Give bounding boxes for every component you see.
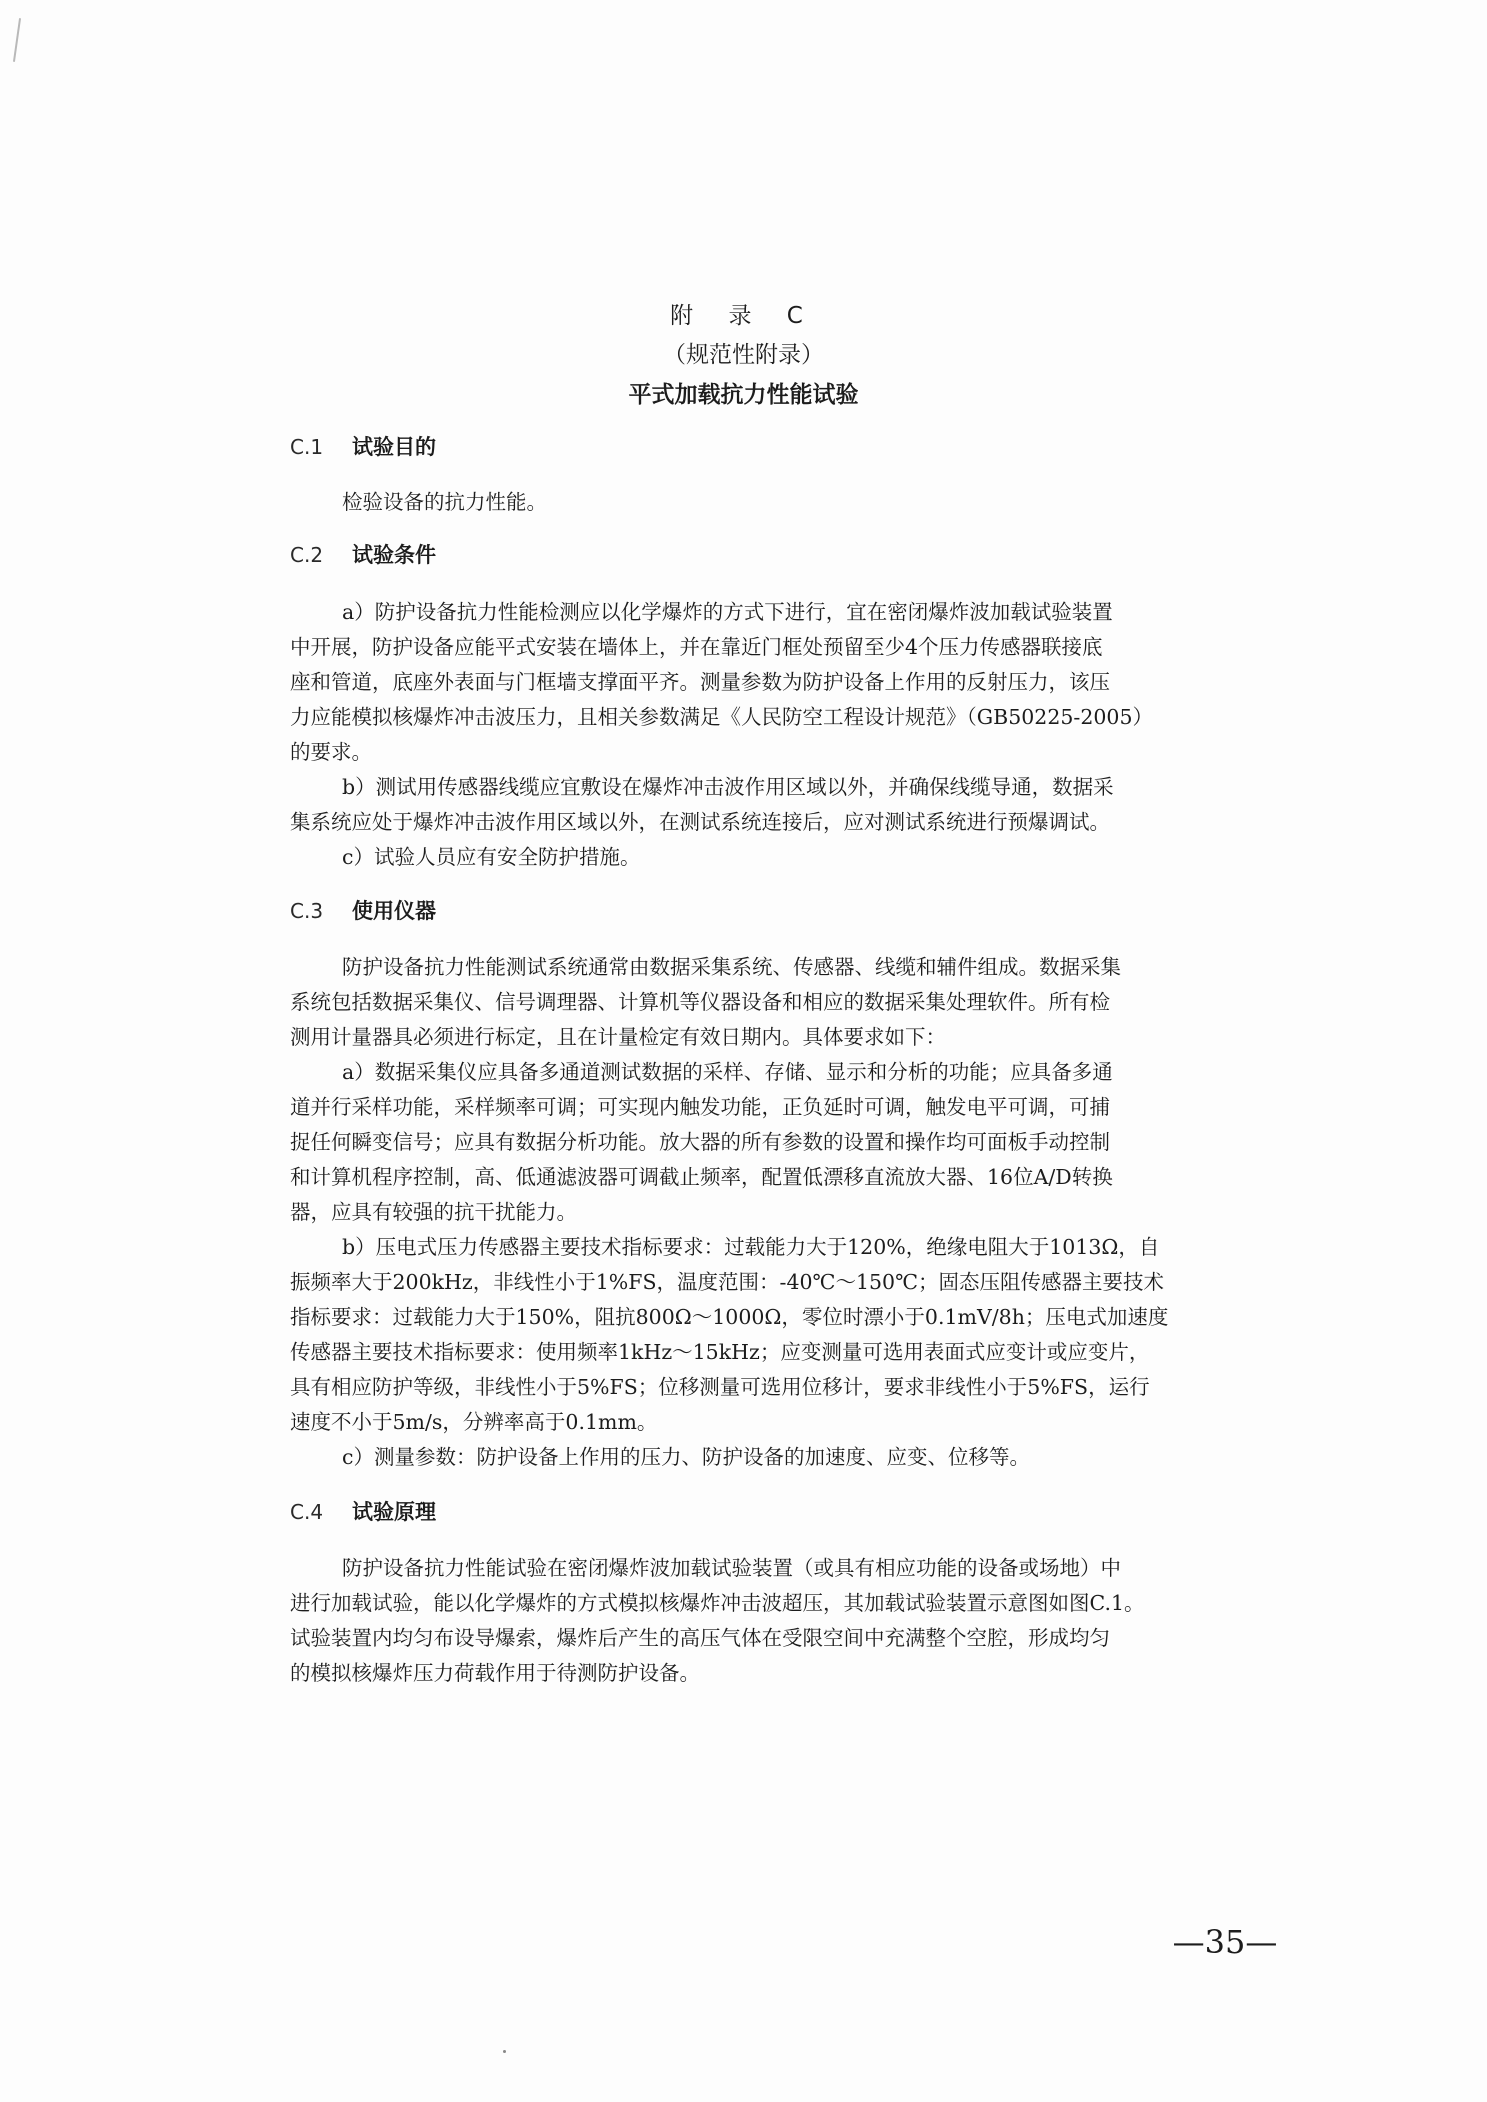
paragraph-line: a）防护设备抗力性能检测应以化学爆炸的方式下进行，宜在密闭爆炸波加载试验装置 [342,600,1113,624]
appendix-label: 附 录 C [670,303,817,329]
paragraph-line: 检验设备的抗力性能。 [342,490,547,514]
paragraph-line: 传感器主要技术指标要求：使用频率1kHz～15kHz；应变测量可选用表面式应变计或应变片， [290,1340,1150,1364]
section-heading-c4 [290,1498,436,1526]
section-title: 试验目的 [352,435,436,459]
appendix-type: （规范性附录） [663,342,824,368]
paragraph-line: 具有相应防护等级，非线性小于5%FS；位移测量可选用位移计，要求非线性小于5%FS，运行 [290,1375,1150,1399]
section-heading-c2 [290,541,436,569]
paragraph-line: 速度不小于5m/s，分辨率高于0.1mm。 [290,1410,658,1434]
paragraph-line: 力应能模拟核爆炸冲击波压力，且相关参数满足《人民防空工程设计规范》（GB50225-2005） [290,705,1153,729]
section-number: C.4 [290,1500,324,1524]
paragraph-line: 捉任何瞬变信号；应具有数据分析功能。放大器的所有参数的设置和操作均可面板手动控制 [290,1130,1110,1154]
paragraph-line: b）压电式压力传感器主要技术指标要求：过载能力大于120%，绝缘电阻大于1013Ω，自 [342,1235,1160,1259]
paragraph-line: 集系统应处于爆炸冲击波作用区域以外，在测试系统连接后，应对测试系统进行预爆调试。 [290,810,1110,834]
scan-dot [503,2050,506,2053]
paragraph-line: c）测量参数：防护设备上作用的压力、防护设备的加速度、应变、位移等。 [342,1445,1030,1469]
paragraph-line: 振频率大于200kHz，非线性小于1%FS，温度范围：-40℃～150℃；固态压阻传感器主要技术 [290,1270,1165,1294]
paragraph-line: 试验装置内均匀布设导爆索，爆炸后产生的高压气体在受限空间中充满整个空腔，形成均匀 [290,1626,1110,1650]
paragraph-line: 的模拟核爆炸压力荷载作用于待测防护设备。 [290,1661,700,1685]
section-number: C.1 [290,435,324,459]
paragraph-line: 和计算机程序控制，高、低通滤波器可调截止频率，配置低漂移直流放大器、16位A/D转换 [290,1165,1113,1189]
section-number: C.2 [290,543,324,567]
section-title: 试验条件 [352,543,436,567]
paragraph-line: c）试验人员应有安全防护措施。 [342,845,641,869]
section-heading-c1 [290,433,436,461]
paragraph-line: 测用计量器具必须进行标定，且在计量检定有效日期内。具体要求如下： [290,1025,946,1049]
paragraph-line: 系统包括数据采集仪、信号调理器、计算机等仪器设备和相应的数据采集处理软件。所有检 [290,990,1110,1014]
paragraph-line: 器，应具有较强的抗干扰能力。 [290,1200,577,1224]
paragraph-line: 中开展，防护设备应能平式安装在墙体上，并在靠近门框处预留至少4个压力传感器联接底 [290,635,1103,659]
paragraph-line: 防护设备抗力性能试验在密闭爆炸波加载试验装置（或具有相应功能的设备或场地）中 [342,1556,1121,1580]
section-title: 使用仪器 [352,899,436,923]
page-number: —35— [1172,1923,1278,1961]
paragraph-line: 座和管道，底座外表面与门框墙支撑面平齐。测量参数为防护设备上作用的反射压力，该压 [290,670,1110,694]
scan-mark [13,18,21,62]
paragraph-line: 进行加载试验，能以化学爆炸的方式模拟核爆炸冲击波超压，其加载试验装置示意图如图C.1。 [290,1591,1145,1615]
section-title: 试验原理 [352,1500,436,1524]
paragraph-line: 的要求。 [290,740,372,764]
section-heading-c3 [290,897,436,925]
paragraph-line: 防护设备抗力性能测试系统通常由数据采集系统、传感器、线缆和辅件组成。数据采集 [342,955,1121,979]
appendix-title: 平式加载抗力性能试验 [628,382,859,408]
section-number: C.3 [290,899,324,923]
paragraph-line: b）测试用传感器线缆应宜敷设在爆炸冲击波作用区域以外，并确保线缆导通，数据采 [342,775,1114,799]
paragraph-line: a）数据采集仪应具备多通道测试数据的采样、存储、显示和分析的功能；应具备多通 [342,1060,1113,1084]
paragraph-line: 指标要求：过载能力大于150%，阻抗800Ω～1000Ω，零位时漂小于0.1mV/8h；压电式加速度 [290,1305,1169,1329]
paragraph-line: 道并行采样功能，采样频率可调；可实现内触发功能，正负延时可调，触发电平可调，可捕 [290,1095,1110,1119]
